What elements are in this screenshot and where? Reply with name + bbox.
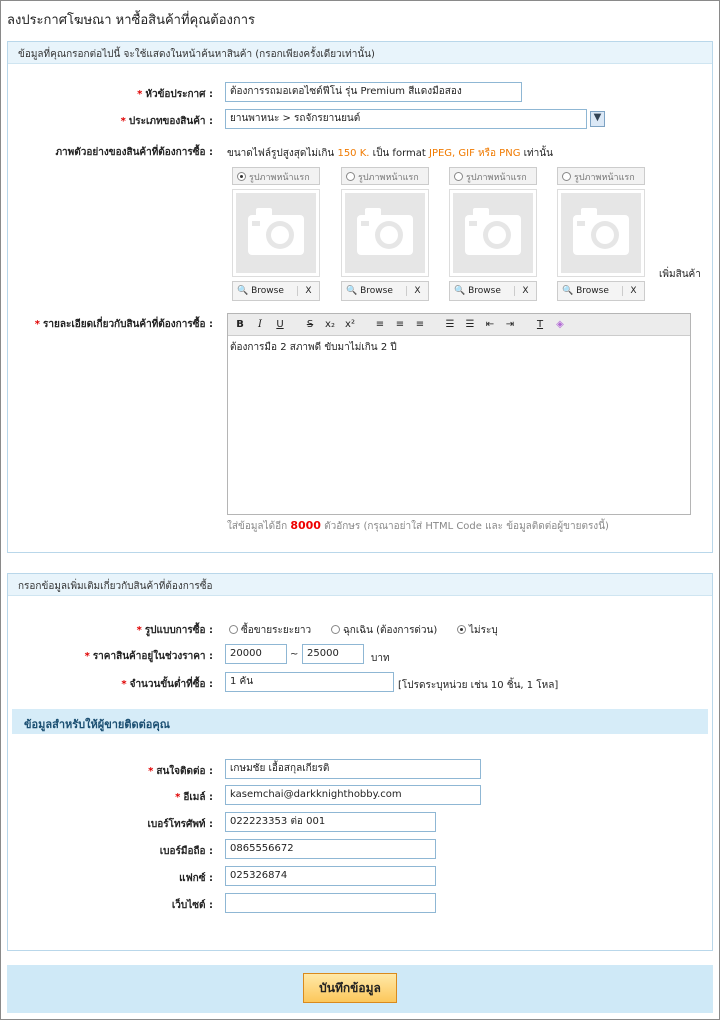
website-field[interactable] — [225, 893, 436, 913]
highlight-icon[interactable]: ◈ — [556, 318, 564, 330]
search-icon: 🔍 — [454, 286, 466, 296]
text-color-icon[interactable]: T — [536, 318, 544, 330]
remove-image-button[interactable]: X — [297, 286, 319, 296]
image-slot-4 — [557, 167, 645, 301]
italic-icon[interactable]: I — [258, 318, 262, 330]
main-image-radio[interactable]: รูปภาพหน้าแรก — [232, 167, 320, 185]
radio-icon[interactable] — [346, 172, 355, 181]
buy-type-option[interactable]: ซื้อขายระยะยาว — [229, 623, 311, 638]
browse-bar — [557, 281, 645, 301]
contact-section-header: ข้อมูลสำหรับให้ผู้ขายติดต่อคุณ — [12, 709, 708, 734]
price-unit: บาท — [371, 653, 390, 664]
strikethrough-icon[interactable]: S — [306, 318, 314, 330]
save-button[interactable]: บันทึกข้อมูล — [303, 973, 397, 1003]
search-icon: 🔍 — [237, 286, 249, 296]
editor-content[interactable]: ต้องการมือ 2 สภาพดี ขับมาไม่เกิน 2 ปี — [230, 342, 397, 353]
rich-text-editor — [227, 313, 691, 515]
mobile-field[interactable]: 0865556672 — [225, 839, 436, 859]
image-placeholder — [557, 189, 645, 277]
underline-icon[interactable]: U — [276, 318, 284, 330]
price-range-label: * ราคาสินค้าอยู่ในช่วงราคา : — [84, 651, 213, 662]
radio-icon[interactable] — [457, 625, 466, 634]
char-count-hint: ใส่ข้อมูลได้อีก 8000 ตัวอักษร (กรุณาอย่าใส่ HTML Code และ ข้อมูลติดต่อผู้ขายตรงนี้) — [227, 519, 609, 532]
editor-toolbar — [228, 314, 690, 336]
remove-image-button[interactable]: X — [406, 286, 428, 296]
image-placeholder — [232, 189, 320, 277]
radio-icon[interactable] — [237, 172, 246, 181]
email-label: * อีเมล์ : — [175, 792, 213, 803]
search-icon: 🔍 — [562, 286, 574, 296]
radio-icon[interactable] — [562, 172, 571, 181]
price-max-input[interactable]: 25000 — [302, 644, 364, 664]
camera-icon — [453, 193, 533, 273]
sample-image-hint: ขนาดไฟล์รูปสูงสุดไม่เกิน 150 K. เป็น format JPEG, GIF หรือ PNG เท่านั้น — [227, 148, 553, 159]
image-slot-3 — [449, 167, 537, 301]
min-qty-hint: [โปรดระบุหน่วย เช่น 10 ชิ้น, 1 โหล] — [398, 680, 559, 691]
mobile-label: เบอร์มือถือ : — [159, 846, 213, 857]
align-right-icon[interactable]: ≡ — [415, 318, 425, 330]
main-image-radio[interactable]: รูปภาพหน้าแรก — [341, 167, 429, 185]
radio-icon[interactable] — [331, 625, 340, 634]
buy-type-label: * รูปแบบการซื้อ : — [136, 625, 213, 636]
image-slot-2 — [341, 167, 429, 301]
image-slot-1 — [232, 167, 320, 301]
camera-icon — [345, 193, 425, 273]
buy-type-option[interactable]: ฉุกเฉิน (ต้องการด่วน) — [331, 623, 437, 638]
price-separator: ~ — [290, 649, 299, 660]
unordered-list-icon[interactable]: ☰ — [465, 318, 475, 330]
main-image-radio[interactable]: รูปภาพหน้าแรก — [449, 167, 537, 185]
browse-button[interactable]: 🔍 Browse — [237, 286, 284, 296]
browse-bar — [232, 281, 320, 301]
contact-name-label: * สนใจติดต่อ : — [148, 766, 213, 777]
outdent-icon[interactable]: ⇤ — [485, 318, 495, 330]
browse-button[interactable]: 🔍 Browse — [454, 286, 501, 296]
remove-image-button[interactable]: X — [622, 286, 644, 296]
min-qty-input[interactable]: 1 คัน — [225, 672, 394, 692]
phone-label: เบอร์โทรศัพท์ : — [147, 819, 213, 830]
buy-type-option[interactable]: ไม่ระบุ — [457, 623, 498, 638]
main-image-radio[interactable]: รูปภาพหน้าแรก — [557, 167, 645, 185]
indent-icon[interactable]: ⇥ — [505, 318, 515, 330]
radio-icon[interactable] — [229, 625, 238, 634]
fax-field[interactable]: 025326874 — [225, 866, 436, 886]
title-label: * หัวข้อประกาศ : — [137, 89, 213, 100]
browse-button[interactable]: 🔍 Browse — [346, 286, 393, 296]
subscript-icon[interactable]: x₂ — [325, 318, 335, 330]
chevron-down-icon[interactable]: ▼ — [590, 111, 605, 127]
image-placeholder — [449, 189, 537, 277]
email-field[interactable]: kasemchai@darkknighthobby.com — [225, 785, 481, 805]
contact-name-input[interactable]: เกษมชัย เอื้อสกุลเกียรติ — [225, 759, 481, 779]
category-select[interactable]: ยานพาหนะ > รถจักรยานยนต์ — [225, 109, 587, 129]
camera-icon — [561, 193, 641, 273]
browse-bar — [341, 281, 429, 301]
sample-image-label: ภาพตัวอย่างของสินค้าที่ต้องการซื้อ : — [55, 147, 213, 158]
category-label: * ประเภทของสินค้า : — [120, 116, 213, 127]
browse-bar — [449, 281, 537, 301]
remove-image-button[interactable]: X — [514, 286, 536, 296]
detail-label: * รายละเอียดเกี่ยวกับสินค้าที่ต้องการซื้อ : — [34, 319, 213, 330]
section-header: ข้อมูลที่คุณกรอกต่อไปนี้ จะใช้แสดงในหน้าค้นหาสินค้า (กรอกเพียงครั้งเดียวเท่านั้น) — [8, 42, 712, 64]
add-more-images-link[interactable]: เพิ่มสินค้า — [659, 269, 701, 280]
phone-field[interactable]: 022223353 ต่อ 001 — [225, 812, 436, 832]
website-label: เว็บไซต์ : — [171, 900, 213, 911]
radio-icon[interactable] — [454, 172, 463, 181]
align-center-icon[interactable]: ≡ — [395, 318, 405, 330]
submit-bar — [7, 965, 713, 1013]
camera-icon — [236, 193, 316, 273]
ordered-list-icon[interactable]: ☰ — [445, 318, 455, 330]
page-title: ลงประกาศโฆษณา หาซื้อสินค้าที่คุณต้องการ — [7, 13, 256, 28]
superscript-icon[interactable]: x² — [345, 318, 355, 330]
align-left-icon[interactable]: ≡ — [375, 318, 385, 330]
browse-button[interactable]: 🔍 Browse — [562, 286, 609, 296]
bold-icon[interactable]: B — [236, 318, 244, 330]
min-qty-label: * จำนวนขั้นต่ำที่ซื้อ : — [121, 679, 213, 690]
price-min-input[interactable]: 20000 — [225, 644, 287, 664]
title-input[interactable]: ต้องการรถมอเตอไซต์ฟีโน่ รุ่น Premium สีแดงมือสอง — [225, 82, 522, 102]
search-icon: 🔍 — [346, 286, 358, 296]
fax-label: แฟกซ์ : — [179, 873, 213, 884]
image-placeholder — [341, 189, 429, 277]
section-header: กรอกข้อมูลเพิ่มเติมเกี่ยวกับสินค้าที่ต้องการซื้อ — [8, 574, 712, 596]
